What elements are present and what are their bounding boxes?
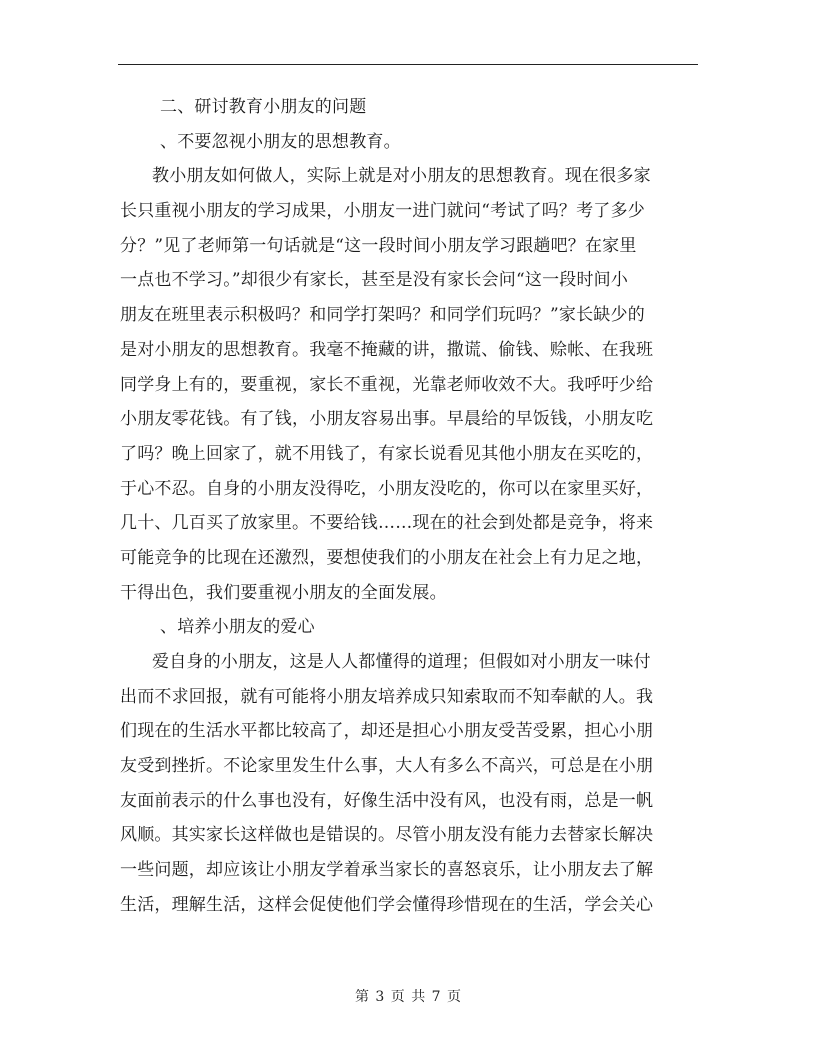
page-footer (0, 987, 816, 1007)
footer-total-prefix: 共 (411, 989, 426, 1005)
footer-suffix: 页 (447, 989, 462, 1005)
paragraph-line: 友面前表示的什么事也没有，好像生活中没有风，也没有雨，总是一帆 (120, 790, 654, 811)
paragraph-love (120, 645, 700, 923)
paragraph-line: 干得出色，我们要重视小朋友的全面发展。 (120, 582, 447, 603)
subheading-thought-education: 、不要忽视小朋友的思想教育。 (160, 131, 401, 152)
paragraph-line: 几十、几百买了放家里。不要给钱……现在的社会到处都是竞争，将来 (120, 513, 654, 534)
paragraph-line: 爱自身的小朋友，这是人人都懂得的道理；但假如对小朋友一味付 (152, 652, 651, 672)
paragraph-line: 教小朋友如何做人，实际上就是对小朋友的思想教育。现在很多家 (152, 166, 651, 187)
paragraph-line: 小朋友零花钱。有了钱，小朋友容易出事。早晨给的早饭钱，小朋友吃 (120, 409, 654, 430)
paragraph-line: 长只重视小朋友的学习成果，小朋友一进门就问“考试了吗？考了多少 (120, 201, 645, 222)
footer-current-page: 3 (375, 989, 385, 1005)
paragraph-line: 是对小朋友的思想教育。我毫不掩藏的讲，撒谎、偷钱、赊帐、在我班 (120, 339, 654, 360)
footer-prefix: 第 (354, 989, 369, 1005)
paragraph-line: 可能竞争的比现在还激烈，要想使我们的小朋友在社会上有力足之地， (120, 547, 654, 568)
paragraph-line: 友受到挫折。不论家里发生什么事，大人有多么不高兴，可总是在小朋 (120, 756, 654, 777)
paragraph-line: 于心不忍。自身的小朋友没得吃，小朋友没吃的，你可以在家里买好， (120, 478, 654, 499)
paragraph-line: 了吗？晚上回家了，就不用钱了，有家长说看见其他小朋友在买吃的， (120, 443, 654, 464)
section-heading: 二、研讨教育小朋友的问题 (160, 97, 367, 117)
paragraph-line: 同学身上有的，要重视，家长不重视，光靠老师收效不大。我呼吁少给 (120, 374, 654, 395)
footer-total-pages: 7 (431, 989, 441, 1005)
header-rule (118, 64, 698, 65)
paragraph-line: 风顺。其实家长这样做也是错误的。尽管小朋友没有能力去替家长解决 (120, 825, 654, 846)
paragraph-line: 分？”见了老师第一句话就是“这一段时间小朋友学习跟趟吧？在家里 (120, 235, 637, 256)
paragraph-line: 们现在的生活水平都比较高了，却还是担心小朋友受苦受累，担心小朋 (120, 721, 654, 742)
paragraph-line: 生活，理解生活，这样会促使他们学会懂得珍惜现在的生活，学会关心 (120, 894, 654, 915)
footer-page-word: 页 (390, 989, 405, 1005)
subheading-love: 、培养小朋友的爱心 (160, 617, 315, 638)
page-content (120, 90, 700, 923)
paragraph-line: 出而不求回报，就有可能将小朋友培养成只知索取而不知奉献的人。我 (120, 686, 654, 707)
paragraph-thought-education (120, 159, 700, 610)
paragraph-line: 朋友在班里表示积极吗？和同学打架吗？和同学们玩吗？”家长缺少的 (120, 305, 645, 326)
paragraph-line: 一点也不学习。”却很少有家长，甚至是没有家长会问“这一段时间小 (120, 270, 629, 291)
paragraph-line: 一些问题，却应该让小朋友学着承当家长的喜怒哀乐，让小朋友去了解 (120, 860, 654, 881)
